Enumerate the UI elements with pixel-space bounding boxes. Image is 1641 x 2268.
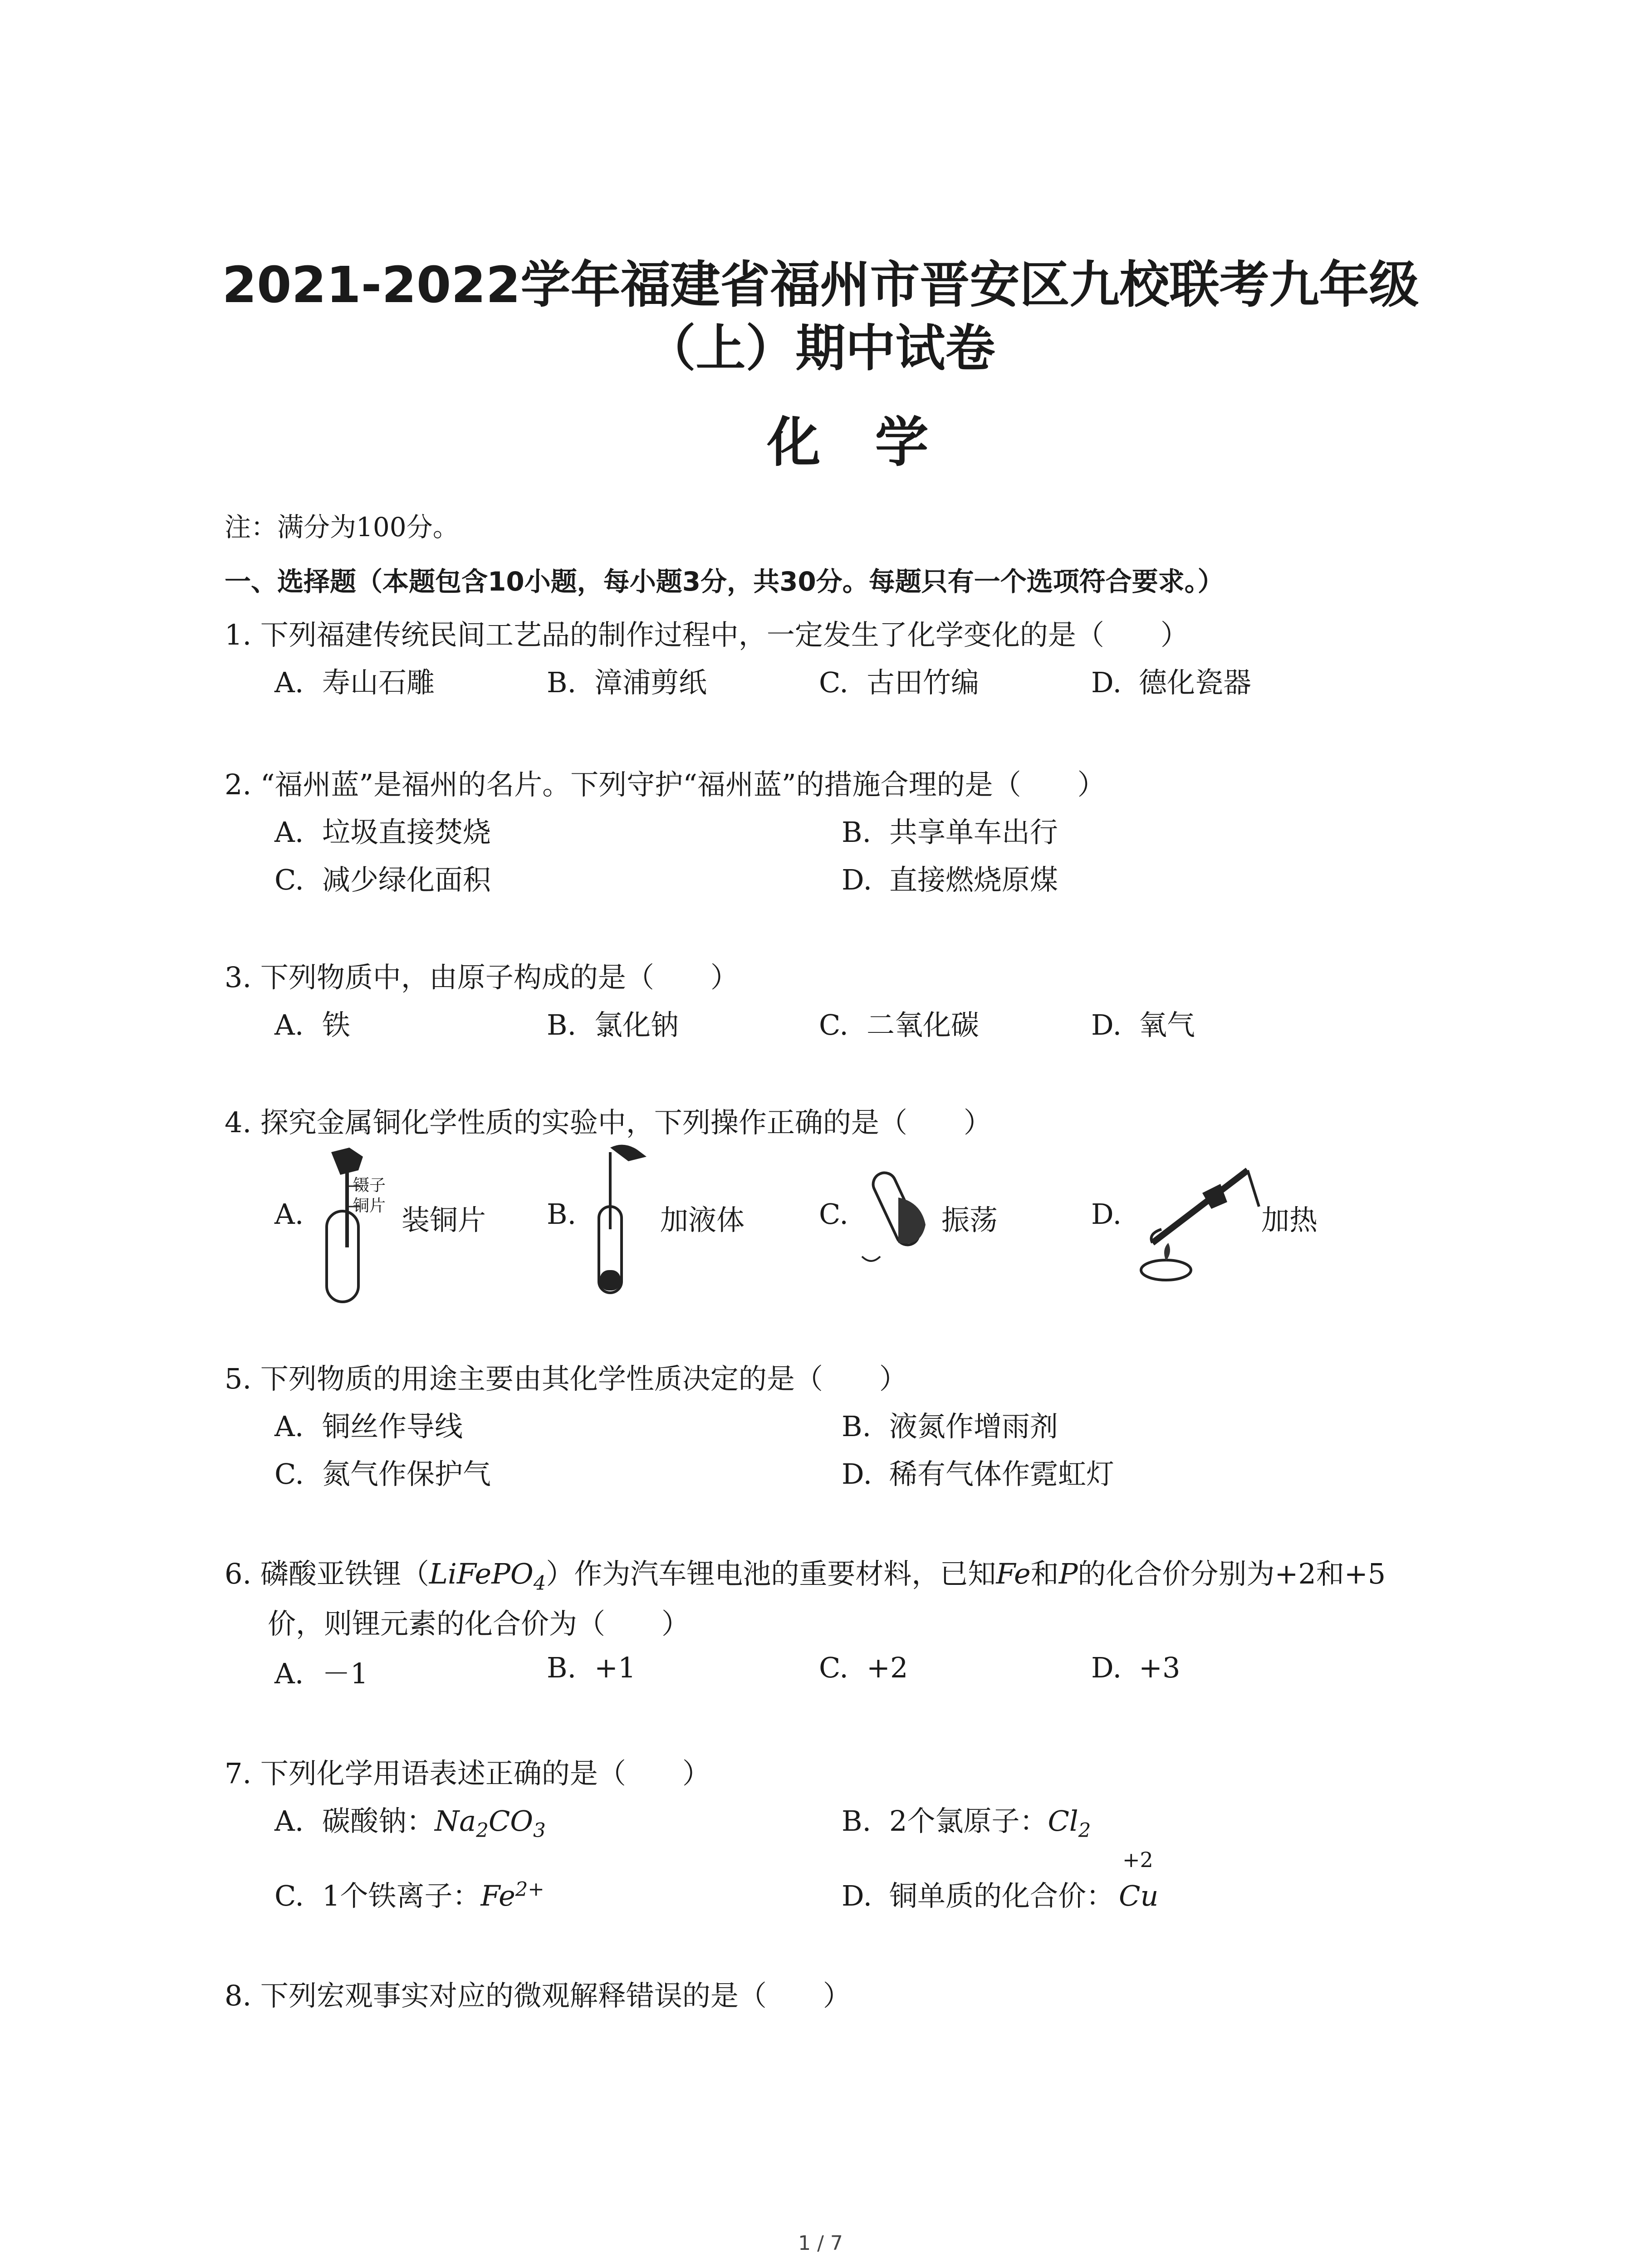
question-6-stem-line2: 价，则锂元素的化合价为（ ） <box>268 1607 690 1640</box>
q7-option-d: D. 铜单质的化合价： +2 Cu <box>842 1848 1159 1912</box>
q7-option-c: C. 1个铁离子：$Fe^{2+}$ <box>274 1878 544 1912</box>
q6-option-c: C. +2 <box>819 1651 908 1684</box>
dropper-test-tube-figure <box>583 1139 660 1297</box>
q3-option-c: C. 二氧化碳 <box>819 1008 980 1041</box>
q3-option-a: A. 铁 <box>274 1008 351 1041</box>
q4-option-b-letter: B. <box>547 1198 577 1231</box>
question-1-stem: 1. 下列福建传统民间工艺品的制作过程中，一定发生了化学变化的是（ ） <box>225 618 1189 651</box>
q5-option-c: C. 氮气作保护气 <box>274 1457 491 1491</box>
q1-option-b: B. 漳浦剪纸 <box>547 666 707 699</box>
q3-option-b: B. 氯化钠 <box>547 1008 679 1041</box>
q4-option-d-text: 加热 <box>1261 1203 1318 1237</box>
q4-option-d-letter: D. <box>1091 1198 1122 1231</box>
question-4-stem: 4. 探究金属铜化学性质的实验中，下列操作正确的是（ ） <box>225 1106 992 1139</box>
q7-option-b: B. 2个氯原子：$Cl_2$ <box>842 1804 1091 1842</box>
q4-option-a-letter: A. <box>274 1198 304 1231</box>
q7-option-a: A. 碳酸钠：$Na_2CO_3$ <box>274 1804 546 1842</box>
q1-option-c: C. 古田竹编 <box>819 666 980 699</box>
question-7-stem: 7. 下列化学用语表述正确的是（ ） <box>225 1757 710 1790</box>
question-5-stem: 5. 下列物质的用途主要由其化学性质决定的是（ ） <box>225 1362 907 1395</box>
q6-option-a: A. －1 <box>274 1657 368 1690</box>
q5-option-a: A. 铜丝作导线 <box>274 1410 463 1443</box>
tweezers-label: 镊子 <box>353 1176 386 1195</box>
q4-option-c-letter: C. <box>819 1198 848 1231</box>
exam-title-line2: （上）期中试卷 <box>646 319 995 377</box>
q2-option-b: B. 共享单车出行 <box>842 816 1058 849</box>
q5-option-b: B. 液氮作增雨剂 <box>842 1410 1058 1443</box>
score-note: 注：满分为100分。 <box>225 512 459 543</box>
q4-option-a-text: 装铜片 <box>402 1203 486 1237</box>
question-8-stem: 8. 下列宏观事实对应的微观解释错误的是（ ） <box>225 1979 851 2012</box>
q4-option-c-text: 振荡 <box>941 1203 998 1237</box>
q2-option-a: A. 垃圾直接焚烧 <box>274 816 491 849</box>
heating-test-tube-figure <box>1134 1152 1266 1284</box>
question-6-stem: 6. 磷酸亚铁锂（LiFePO$_4$）作为汽车锂电池的重要材料，已知Fe和P的化合价分别为+2和+5 <box>225 1557 1386 1595</box>
subject-title: 化学 <box>767 411 983 474</box>
q5-option-d: D. 稀有气体作霓虹灯 <box>842 1457 1115 1491</box>
tweezers-test-tube-figure <box>313 1143 404 1306</box>
copper-label: 铜片 <box>353 1197 386 1215</box>
shaking-test-tube-figure <box>853 1166 944 1270</box>
q6-option-b: B. +1 <box>547 1651 636 1684</box>
question-2-stem: 2. “福州蓝”是福州的名片。下列守护“福州蓝”的措施合理的是（ ） <box>225 768 1106 801</box>
q4-option-b-text: 加液体 <box>660 1203 745 1237</box>
q2-option-c: C. 减少绿化面积 <box>274 863 491 896</box>
q1-option-d: D. 德化瓷器 <box>1091 666 1252 699</box>
question-3-stem: 3. 下列物质中，由原子构成的是（ ） <box>225 961 739 994</box>
page-number: 1 / 7 <box>798 2232 843 2255</box>
cu-valence: +2 <box>1122 1848 1153 1872</box>
q3-option-d: D. 氧气 <box>1091 1008 1195 1041</box>
q1-option-a: A. 寿山石雕 <box>274 666 435 699</box>
section-heading: 一、选择题（本题包含10小题，每小题3分，共30分。每题只有一个选项符合要求。） <box>225 566 1224 597</box>
q6-option-d: D. +3 <box>1091 1651 1181 1684</box>
exam-title-line1: 2021-2022学年福建省福州市晋安区九校联考九年级 <box>222 256 1419 314</box>
q2-option-d: D. 直接燃烧原煤 <box>842 863 1058 896</box>
